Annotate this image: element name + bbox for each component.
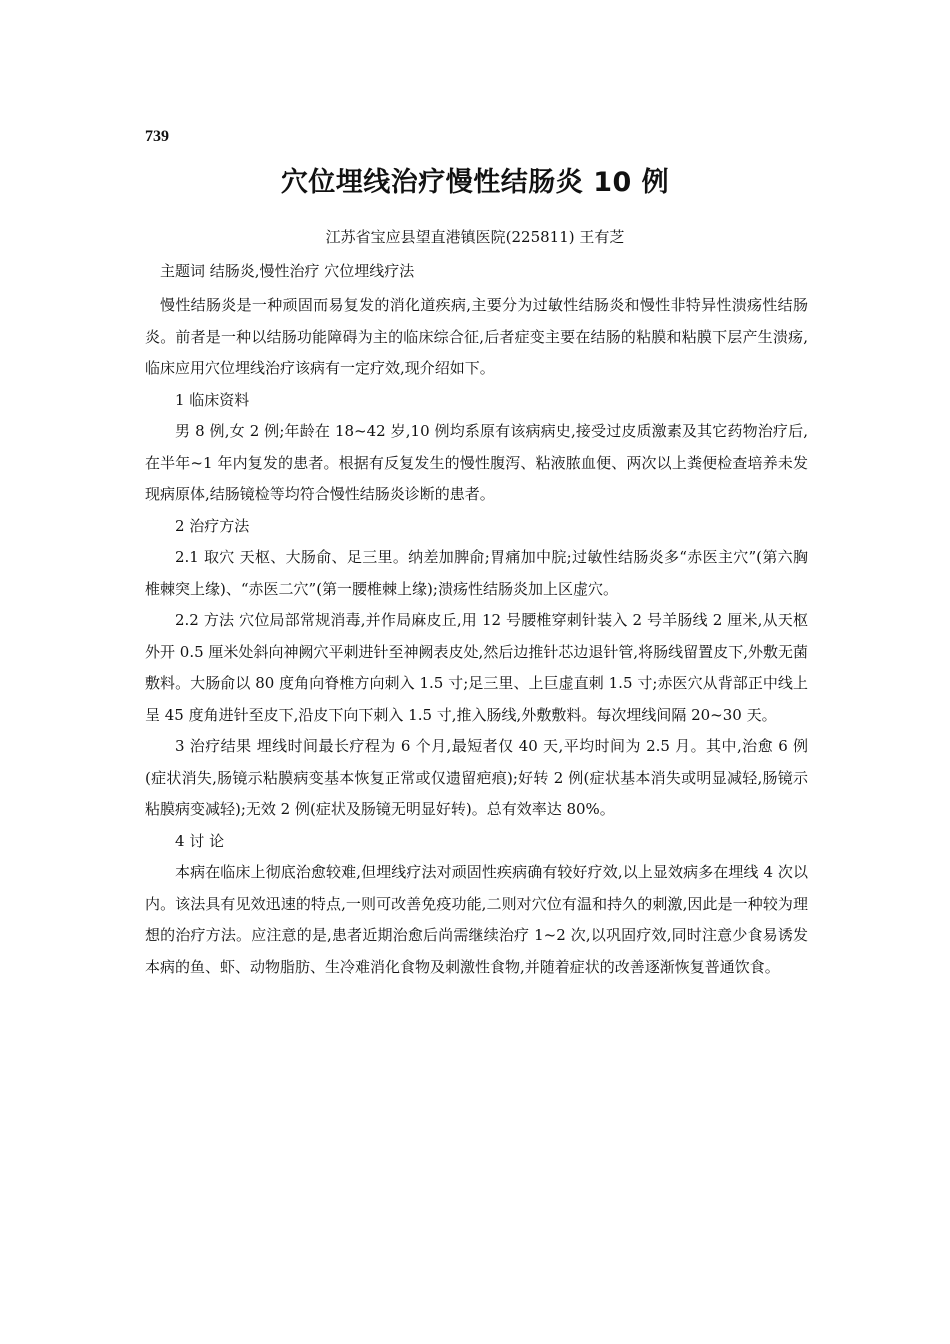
- intro-paragraph: 慢性结肠炎是一种顽固而易复发的消化道疾病,主要分为过敏性结肠炎和慢性非特异性溃疡性结肠炎。前者是一种以结肠功能障碍为主的临床综合征,后者症变主要在结肠的粘膜和粘膜下层产生溃疡,临床应用穴位埋线治疗该病有一定疗效,现介绍如下。: [145, 296, 808, 377]
- discussion-paragraph: 本病在临床上彻底治愈较难,但埋线疗法对顽固性疾病确有较好疗效,以上显效病多在埋线 4 次以内。该法具有见效迅速的特点,一则可改善免疫功能,二则对穴位有温和持久的刺激,因此是一种较为理想的治疗方法。应注意的是,患者近期治愈后尚需继续治疗 1~2 次,以巩固疗效,同时注意少食易诱发本病的鱼、虾、动物脂肪、生冷难消化食物及刺激性食物,并随着症状的改善逐渐恢复普通饮食。: [145, 863, 808, 976]
- treatment-results-paragraph: 3 治疗结果 埋线时间最长疗程为 6 个月,最短者仅 40 天,平均时间为 2.5 月。其中,治愈 6 例(症状消失,肠镜示粘膜病变基本恢复正常或仅遗留疤痕);好转 2 例(症状基本消失或明显减轻,肠镜示粘膜病变减轻);无效 2 例(症状及肠镜无明显好转)。总有效率达 80%。: [145, 737, 808, 818]
- clinical-data-paragraph: 男 8 例,女 2 例;年龄在 18~42 岁,10 例均系原有该病病史,接受过皮质激素及其它药物治疗后,在半年~1 年内复发的患者。根据有反复发生的慢性腹泻、粘液脓血便、两次以上粪便检查培养未发现病原体,结肠镜检等均符合慢性结肠炎诊断的患者。: [145, 422, 808, 503]
- acupoint-selection-paragraph: 2.1 取穴 天枢、大肠俞、足三里。纳差加脾俞;胃痛加中脘;过敏性结肠炎多“赤医主穴”(第六胸椎棘突上缘)、“赤医二穴”(第一腰椎棘上缘);溃疡性结肠炎加上区虚穴。: [145, 548, 808, 598]
- section-heading-clinical-data: 1 临床资料: [175, 390, 250, 409]
- page-number: 739: [145, 128, 169, 145]
- section-heading-discussion: 4 讨 论: [175, 831, 225, 850]
- method-paragraph: 2.2 方法 穴位局部常规消毒,并作局麻皮丘,用 12 号腰椎穿刺针装入 2 号羊肠线 2 厘米,从天枢外开 0.5 厘米处斜向神阙穴平刺进针至神阙表皮处,然后边推针芯边退针管,将肠线留置皮下,外敷无菌敷料。大肠俞以 80 度角向脊椎方向刺入 1.5 寸;足三里、上巨虚直刺 1.5 寸;赤医穴从背部正中线上呈 45 度角进针至皮下,沿皮下向下刺入 1.5 寸,推入肠线,外敷敷料。每次埋线间隔 20~30 天。: [145, 611, 808, 724]
- section-heading-treatment-method: 2 治疗方法: [175, 516, 250, 535]
- keywords-line: 主题词 结肠炎,慢性治疗 穴位埋线疗法: [160, 262, 415, 280]
- article-title: 穴位埋线治疗慢性结肠炎 10 例: [280, 167, 670, 198]
- article-body: [145, 290, 808, 983]
- author-affiliation: 江苏省宝应县望直港镇医院(225811) 王有芝: [325, 228, 625, 246]
